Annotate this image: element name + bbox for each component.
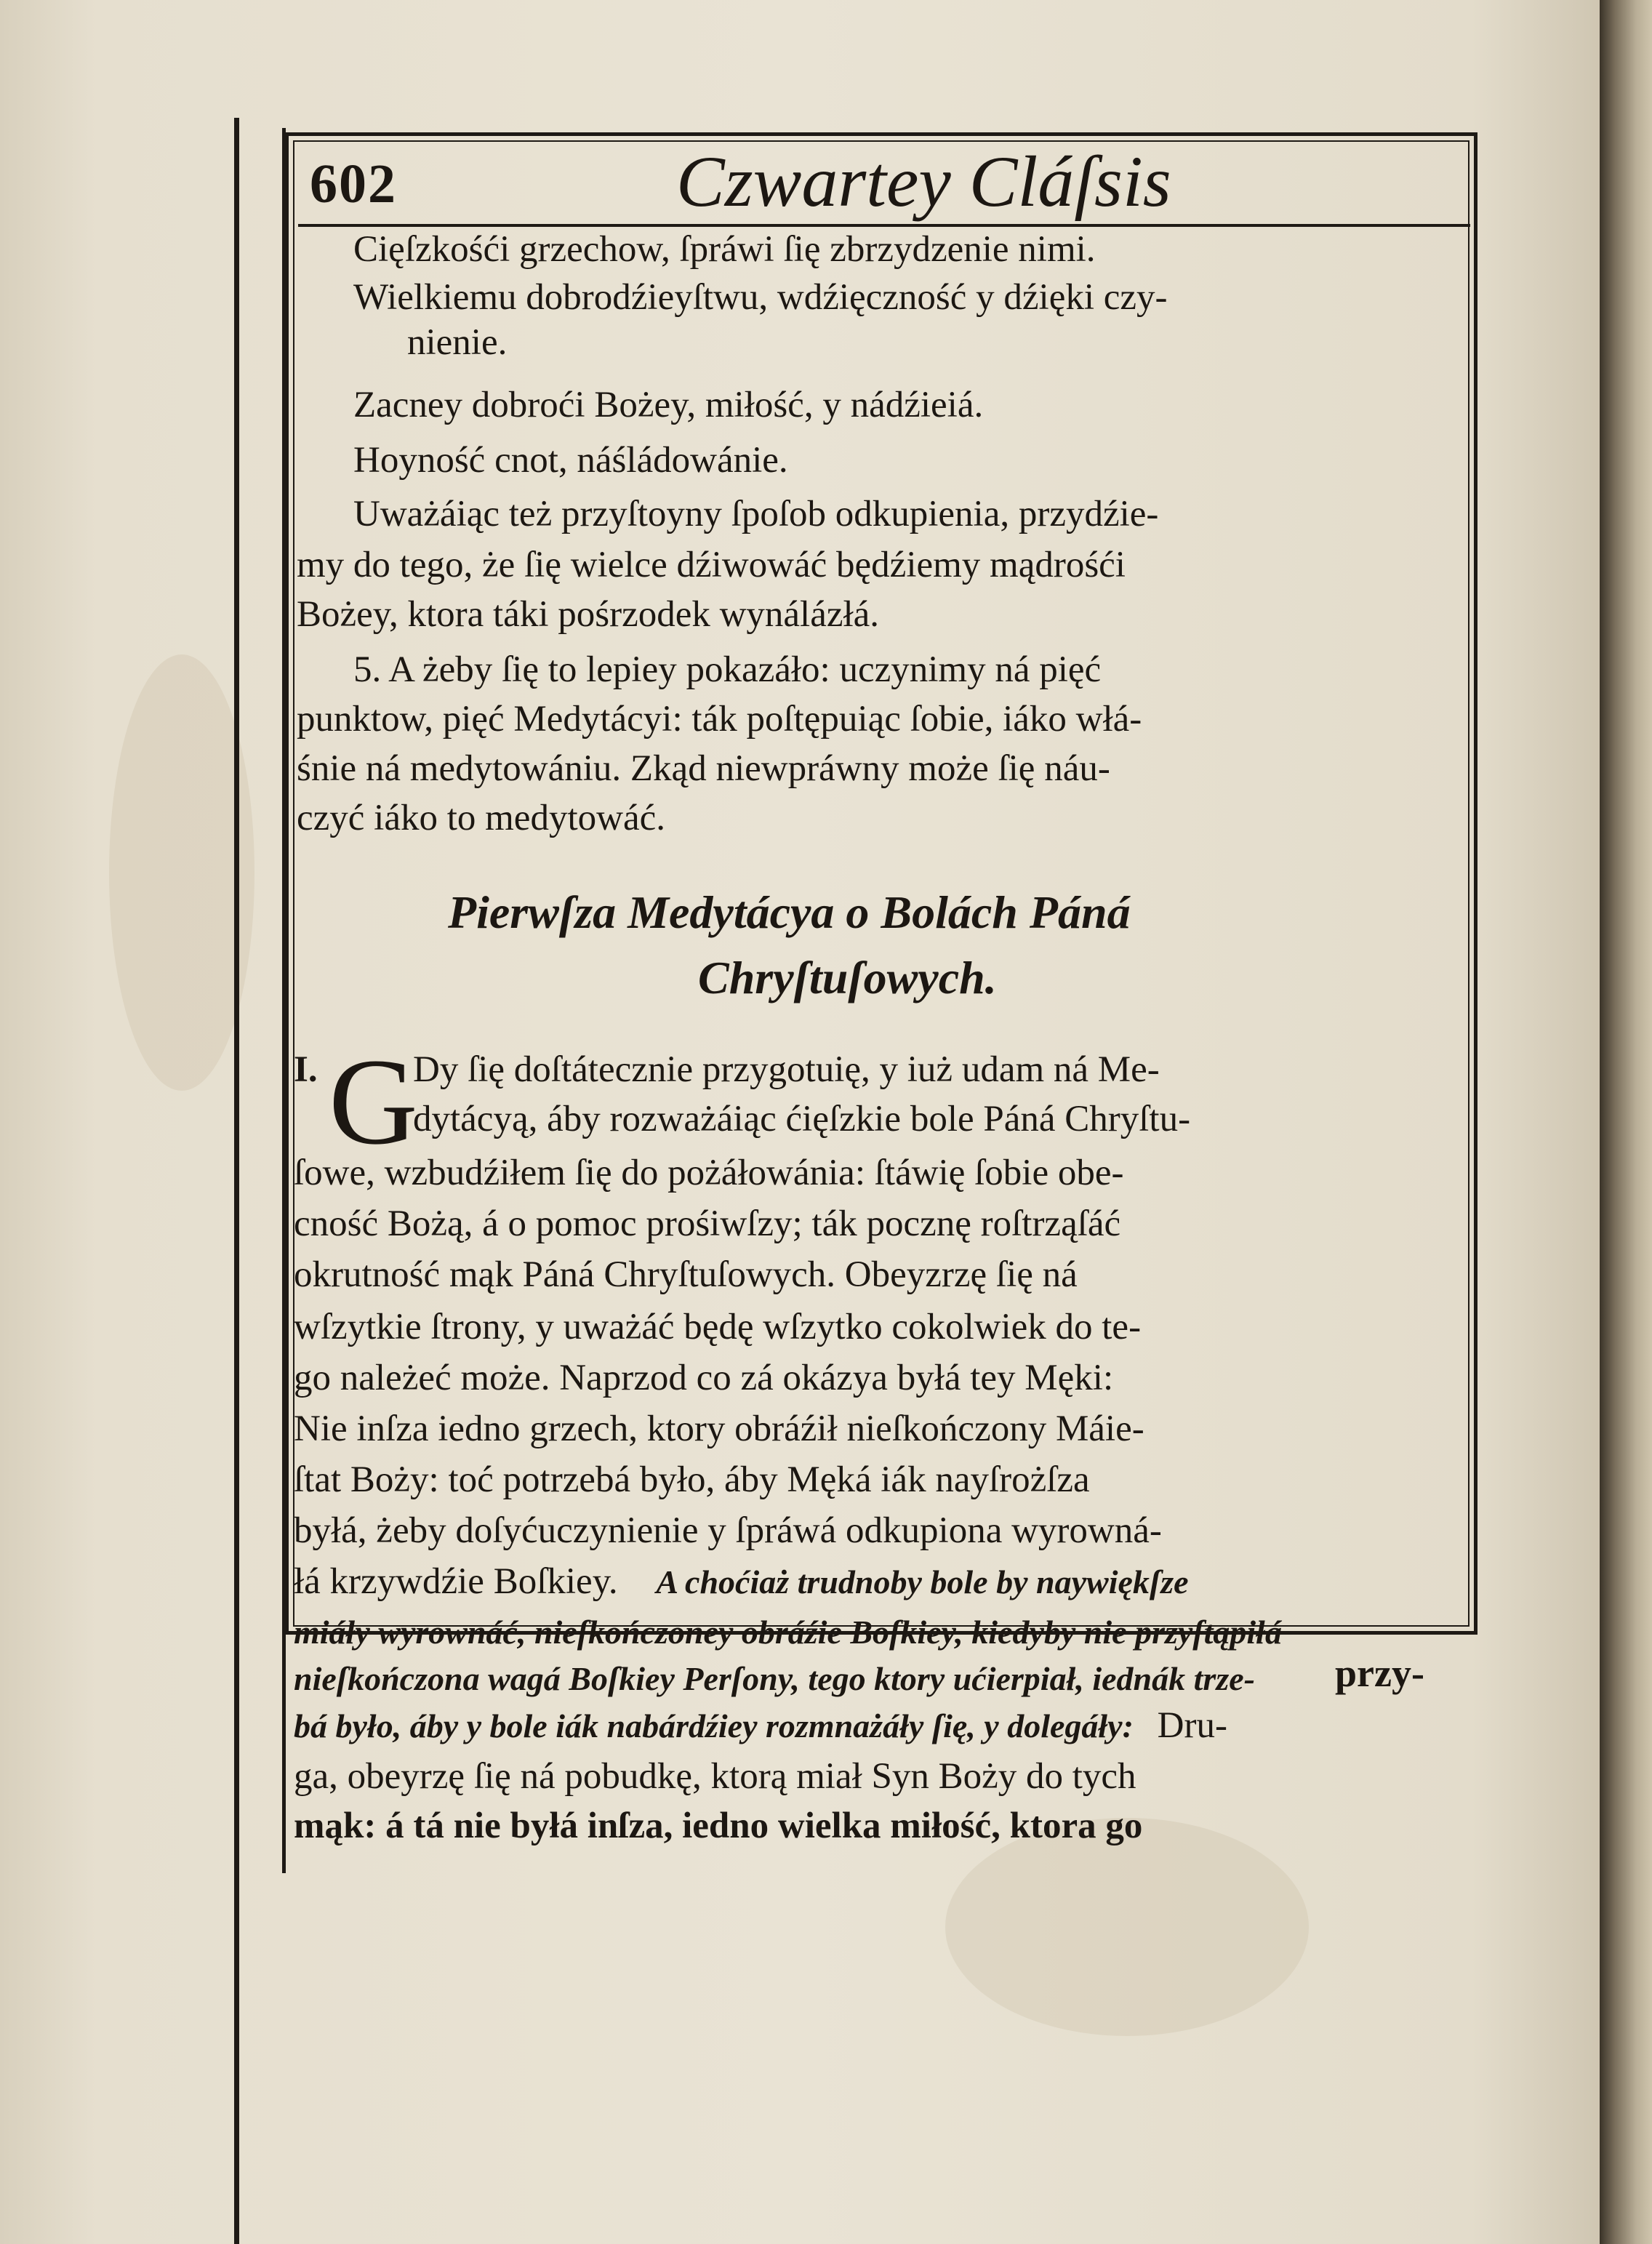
text-line: Hoyność cnot, náśládowánie. <box>353 440 788 481</box>
text-line: Wielkiemu dobrodźieyſtwu, wdźięczność y dźięki czy- <box>353 277 1168 318</box>
text-line: śnie ná medytowániu. Zkąd niewpráwny może ſię náu- <box>297 748 1110 789</box>
text-line: mąk: á tá nie byłá inſza, iedno wielka miłość, ktora go <box>294 1806 1143 1846</box>
paper-stain <box>945 1818 1309 2036</box>
text-line: czyć iáko to medytowáć. <box>297 798 665 838</box>
section-title-line-1: Pierwſza Medytácya o Bolách Páná <box>448 886 1131 938</box>
printed-margin-rule <box>234 118 239 2244</box>
text-line: Dy ſię doſtátecznie przygotuię, y iuż udam ná Me- <box>413 1049 1160 1090</box>
book-gutter <box>1600 0 1652 2244</box>
paragraph-number: I. <box>294 1049 318 1090</box>
text-line: okrutność mąk Páná Chryſtuſowych. Obeyzrzę ſię ná <box>294 1254 1078 1295</box>
catchword: przy- <box>1335 1651 1424 1695</box>
section-title-line-2: Chryſtuſowych. <box>698 952 997 1003</box>
italic-span: A choćiaż trudnoby bole by naywiękſze <box>656 1563 1189 1600</box>
text-line: ga, obeyrzę ſię ná pobudkę, ktorą miał Syn Boży do tych <box>294 1756 1136 1797</box>
text-line-mixed <box>294 1563 1189 1600</box>
text-span: łá krzywdźie Boſkiey. <box>294 1561 618 1602</box>
italic-line: nieſkończona wagá Boſkiey Perſony, tego ktory ućierpiał, iednák trze- <box>294 1660 1255 1697</box>
text-line: Uważáiąc też przyſtoyny ſpoſob odkupienia, przydźie- <box>353 494 1159 534</box>
text-line: cność Bożą, á o pomoc prośiwſzy; ták pocznę roſtrząſáć <box>294 1203 1121 1244</box>
text-line: my do tego, że ſię wielce dźiwowáć będźiemy mądrośći <box>297 545 1126 585</box>
italic-line: miáły wyrownáć, nieſkończoney obráźie Boſkiey, kiedyby nie przyſtąpiłá <box>294 1614 1282 1651</box>
paper-stain <box>109 654 254 1091</box>
text-line: ſowe, wzbudźiłem ſię do pożáłowánia: ſtáwię ſobie obe- <box>294 1153 1124 1193</box>
drop-cap: G <box>329 1033 418 1170</box>
text-line: 5. A żeby ſię to lepiey pokazáło: uczynimy ná pięć <box>353 649 1102 690</box>
page-header <box>298 143 1469 230</box>
text-line: Bożey, ktora táki pośrzodek wynálázłá. <box>297 594 880 635</box>
text-line-mixed <box>294 1707 1227 1744</box>
text-line: go należeć może. Naprzod co zá okázya byłá tey Męki: <box>294 1358 1114 1398</box>
running-title: Czwartey Cláſsis <box>676 141 1171 222</box>
text-line: punktow, pięć Medytácyi: ták poſtępuiąc ſobie, iáko włá- <box>297 699 1142 740</box>
text-line: Zacney dobroći Bożey, miłość, y nádźieiá. <box>353 385 984 425</box>
text-span: Dru- <box>1157 1705 1227 1746</box>
header-rule <box>298 224 1470 227</box>
text-line: byłá, żeby doſyćuczynienie y ſpráwá odkupiona wyrowná- <box>294 1510 1162 1551</box>
text-line: Nie inſza iedno grzech, ktory obráźił nieſkończony Máie- <box>294 1408 1144 1449</box>
italic-span: bá było, áby y bole iák nabárdźiey rozmnażáły ſię, y dolegáły: <box>294 1707 1134 1744</box>
text-line: dytácyą, áby rozważáiąc ćięſzkie bole Páná Chryſtu- <box>413 1099 1191 1139</box>
text-line: ſtat Boży: toć potrzebá było, áby Męká iák nayſrożſza <box>294 1459 1090 1500</box>
text-line: Cięſzkośći grzechow, ſpráwi ſię zbrzydzenie nimi. <box>353 229 1096 270</box>
text-line: nienie. <box>407 322 508 363</box>
text-line: wſzytkie ſtrony, y uważáć będę wſzytko cokolwiek do te- <box>294 1307 1142 1347</box>
page-number: 602 <box>310 153 397 215</box>
